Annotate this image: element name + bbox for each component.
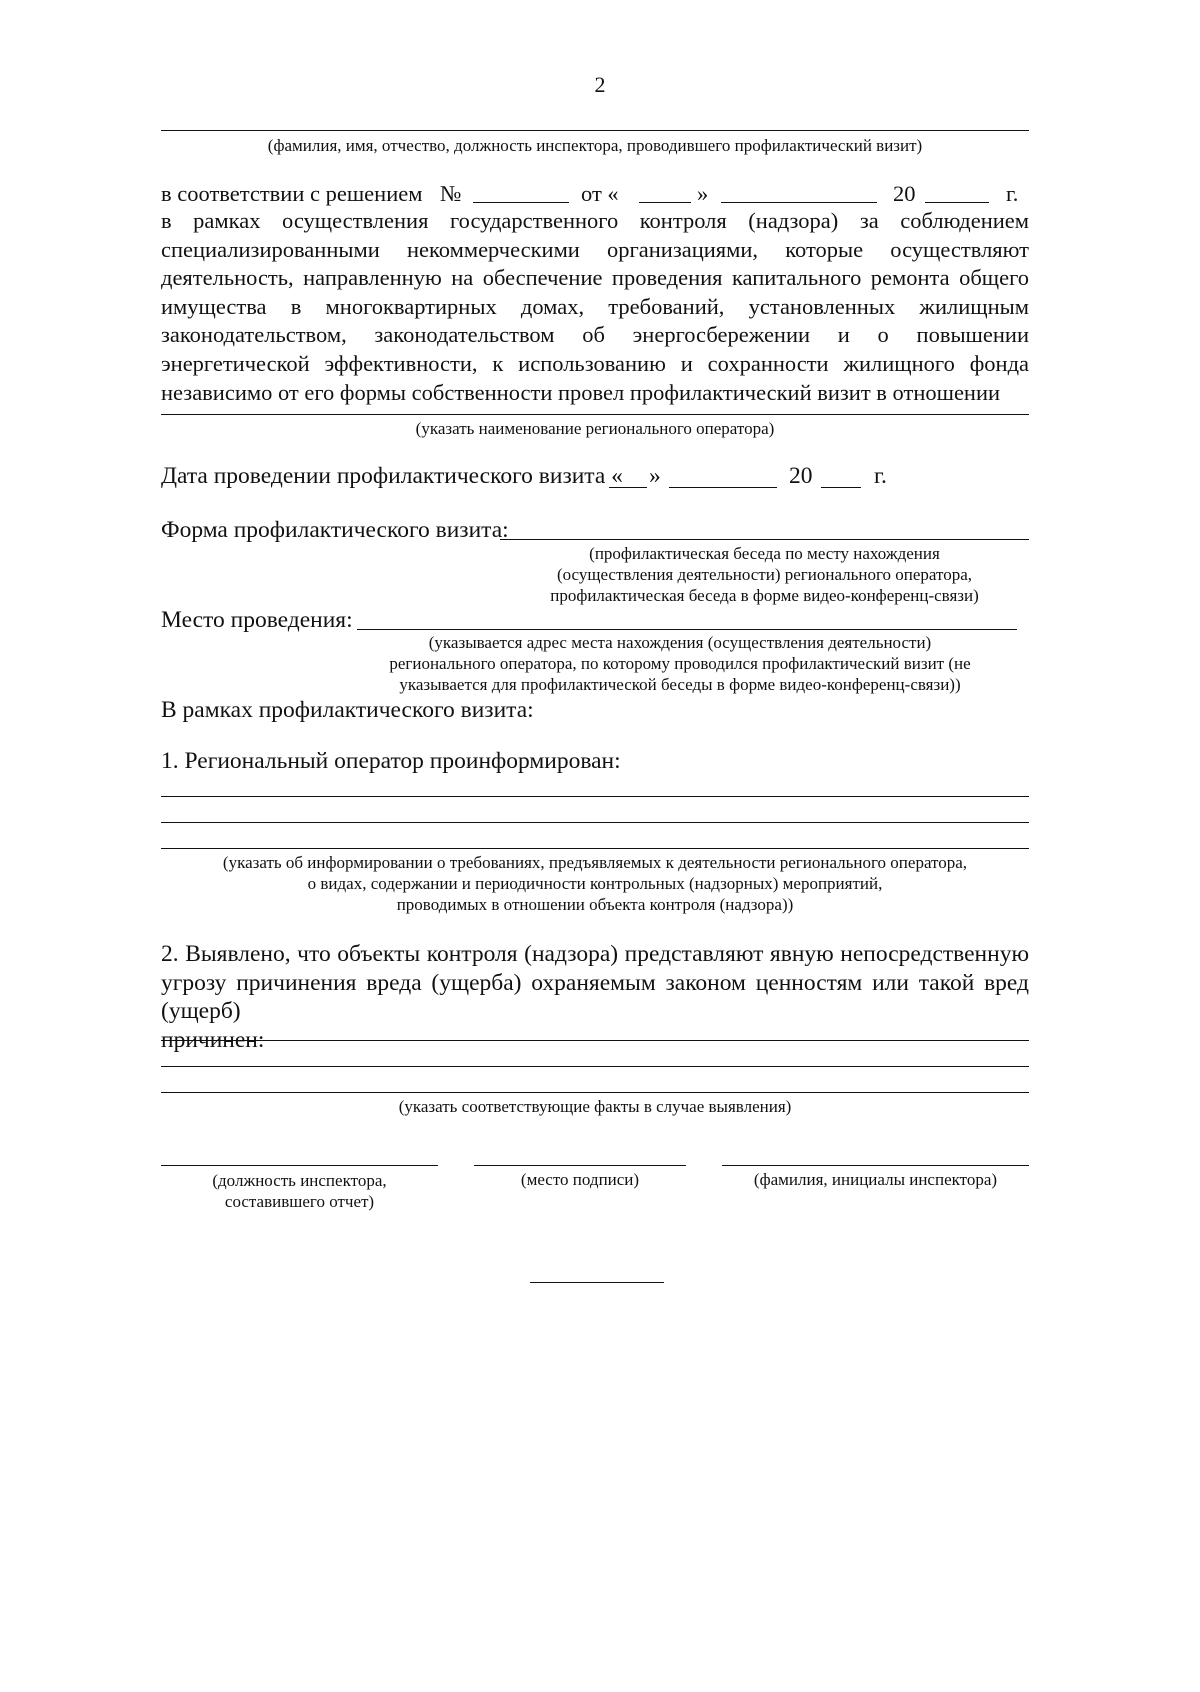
intro-line: имущества в многоквартирных домах, требований, установленных жилищным xyxy=(161,293,1029,319)
operator-caption: (указать наименование регионального оператора) xyxy=(415,419,775,438)
signature-caption: (место подписи) xyxy=(520,1170,640,1189)
decision-month-field[interactable] xyxy=(721,202,877,203)
item2-line: причинен: xyxy=(161,1026,265,1053)
item2-line: угрозу причинения вреда (ущерба) охраняемым законом ценностям или такой вред (ущерб) xyxy=(161,969,1029,1024)
item1-caption xyxy=(161,852,1029,915)
position-signature-line[interactable] xyxy=(161,1165,438,1166)
caption-line: (указать об информировании о требованиях, предъявляемых к деятельности регионального оператора, xyxy=(222,853,968,872)
place-label: Место проведения: xyxy=(161,607,353,633)
visit-date-year-suffix: г. xyxy=(874,463,887,489)
position-caption xyxy=(161,1170,438,1212)
visit-date-year-prefix: 20 xyxy=(789,463,813,489)
caption-line: (должность инспектора, xyxy=(212,1171,387,1190)
name-signature-line[interactable] xyxy=(722,1165,1029,1166)
item2-paragraph xyxy=(161,940,1029,1054)
inspector-name-line xyxy=(161,130,1029,131)
signature-line[interactable] xyxy=(474,1165,686,1166)
item2-answer-line-1[interactable] xyxy=(161,1040,1029,1041)
name-caption: (фамилия, инициалы инспектора) xyxy=(753,1170,998,1189)
caption-line: указывается для профилактической беседы в форме видео-конференц-связи)) xyxy=(399,675,961,694)
end-separator xyxy=(530,1282,664,1283)
item2-answer-line-2[interactable] xyxy=(161,1066,1029,1067)
intro-line: энергетической эффективности, к использованию и сохранности жилищного фонда xyxy=(161,350,1029,376)
item2-line: 2. Выявлено, что объекты контроля (надзора) представляют явную непосредственную xyxy=(161,941,1029,967)
place-caption xyxy=(330,632,1030,695)
intro-line: независимо от его формы собственности провел профилактический визит в отношении xyxy=(161,379,1001,405)
intro-line: в рамках осуществления государственного контроля (надзора) за соблюдением xyxy=(161,208,1029,233)
item2-answer-line-3[interactable] xyxy=(161,1092,1029,1093)
caption-line: профилактическая беседа в форме видео-конференц-связи) xyxy=(550,586,979,605)
intro-line: деятельность, направленную на обеспечение проведения капитального ремонта общего xyxy=(161,265,1029,291)
caption-line: (осуществления деятельности) регионального оператора, xyxy=(556,565,973,584)
visit-date-label: Дата проведении профилактического визита « xyxy=(161,463,623,489)
visit-form-label: Форма профилактического визита: xyxy=(161,517,509,543)
decision-close-quote: » xyxy=(697,181,709,206)
caption-line: проводимых в отношении объекта контроля (надзора)) xyxy=(396,895,794,914)
caption-line: (профилактическая беседа по месту нахождения xyxy=(589,544,940,563)
visit-date-close-quote: » xyxy=(649,463,661,489)
page-number: 2 xyxy=(594,72,606,97)
visit-form-field[interactable] xyxy=(500,539,1029,540)
caption-line: о видах, содержании и периодичности контрольных (надзорных) мероприятий, xyxy=(307,874,883,893)
visit-form-caption xyxy=(500,543,1029,606)
decision-year-field[interactable] xyxy=(925,202,989,203)
decision-from-label: от « xyxy=(581,181,619,206)
caption-line: регионального оператора, по которому проводился профилактический визит (не xyxy=(389,654,971,673)
decision-year-prefix: 20 xyxy=(893,181,916,206)
item2-caption: (указать соответствующие факты в случае выявления) xyxy=(398,1097,792,1116)
item1-title: 1. Региональный оператор проинформирован: xyxy=(161,748,621,774)
visit-date-month-field[interactable] xyxy=(669,487,777,488)
decision-day-field[interactable] xyxy=(639,202,691,203)
intro-paragraph xyxy=(161,207,1029,407)
decision-number-field[interactable] xyxy=(473,202,569,203)
decision-year-suffix: г. xyxy=(1006,181,1019,206)
decision-row xyxy=(161,180,1029,210)
within-visit-heading: В рамках профилактического визита: xyxy=(161,697,534,723)
visit-date-day-field[interactable] xyxy=(609,487,647,488)
visit-date-year-field[interactable] xyxy=(821,487,861,488)
intro-line: специализированными некоммерческими организациями, которые осуществляют xyxy=(161,236,1029,262)
place-field[interactable] xyxy=(357,629,1017,630)
caption-line: (указывается адрес места нахождения (осуществления деятельности) xyxy=(428,633,932,652)
caption-line: составившего отчет) xyxy=(224,1192,375,1211)
number-sign: № xyxy=(440,181,462,206)
inspector-name-caption: (фамилия, имя, отчество, должность инспектора, проводившего профилактический визит) xyxy=(267,136,923,155)
decision-prefix: в соответствии с решением xyxy=(161,181,423,206)
operator-name-line[interactable] xyxy=(161,414,1029,415)
item1-answer-line-2[interactable] xyxy=(161,822,1029,823)
item1-answer-line-1[interactable] xyxy=(161,796,1029,797)
intro-line: законодательством, законодательством об энергосбережении и о повышении xyxy=(161,322,1029,348)
visit-date-row xyxy=(161,463,1029,493)
item1-answer-line-3[interactable] xyxy=(161,848,1029,849)
